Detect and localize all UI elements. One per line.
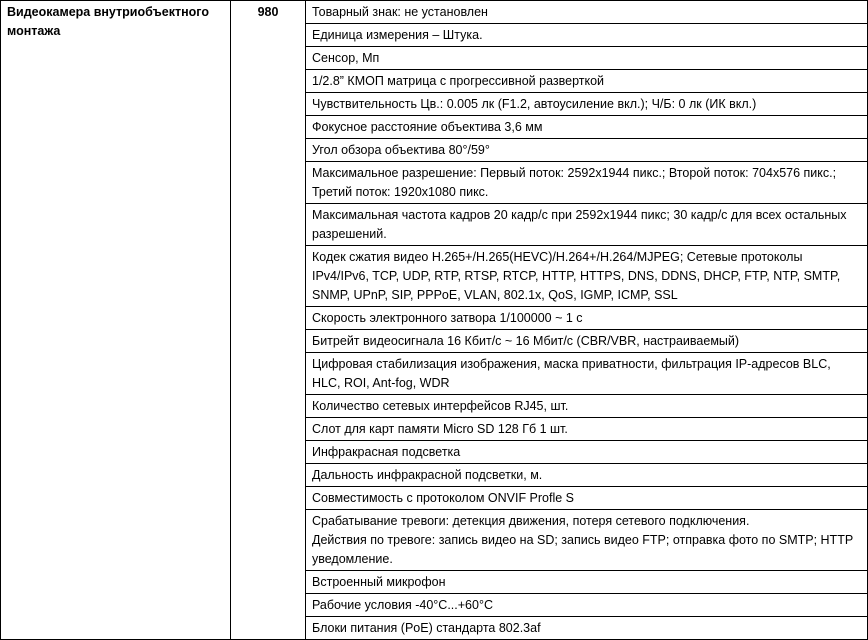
spec-cell <box>306 93 868 116</box>
spec-cell <box>306 330 868 353</box>
spec-cell <box>306 510 868 571</box>
spec-line: Слот для карт памяти Micro SD 128 Гб 1 шт. <box>312 422 568 436</box>
spec-line: 1/2.8” КМОП матрица с прогрессивной разверткой <box>312 74 605 88</box>
spec-cell <box>306 464 868 487</box>
spec-line: Максимальное разрешение: Первый поток: 2592x1944 пикс.; Второй поток: 704x576 пикс.; Третий поток: 1920x1080 пикс. <box>312 166 837 199</box>
spec-cell <box>306 139 868 162</box>
spec-line: Инфракрасная подсветка <box>312 445 461 459</box>
spec-line: Товарный знак: не установлен <box>312 5 488 19</box>
spec-line: Битрейт видеосигнала 16 Кбит/с ~ 16 Мбит/с (CBR/VBR, настраиваемый) <box>312 334 740 348</box>
spec-cell <box>306 441 868 464</box>
spec-line: Угол обзора объектива 80°/59° <box>312 143 490 157</box>
spec-cell <box>306 116 868 139</box>
spec-line: Цифровая стабилизация изображения, маска приватности, фильтрация IP-адресов BLC, HLC, ROI, Ant-fog, WDR <box>312 357 831 390</box>
spec-line: Фокусное расстояние объектива 3,6 мм <box>312 120 543 134</box>
spec-cell <box>306 1 868 24</box>
spec-cell <box>306 418 868 441</box>
spec-cell <box>306 571 868 594</box>
spec-cell <box>306 353 868 395</box>
spec-cell <box>306 617 868 640</box>
product-quantity-cell: 980 <box>231 1 306 640</box>
spec-cell <box>306 594 868 617</box>
spec-cell <box>306 24 868 47</box>
spec-line: Совместимость с протоколом ONVIF Profle S <box>312 491 575 505</box>
spec-cell <box>306 487 868 510</box>
spec-line: Единица измерения – Штука. <box>312 28 483 42</box>
spec-line: Максимальная частота кадров 20 кадр/с при 2592x1944 пикс; 30 кадр/с для всех остальных разрешений. <box>312 208 847 241</box>
product-name-cell: Видеокамера внутриобъектного монтажа <box>1 1 231 640</box>
spec-cell <box>306 70 868 93</box>
spec-line: Дальность инфракрасной подсветки, м. <box>312 468 543 482</box>
spec-cell <box>306 162 868 204</box>
spec-cell <box>306 47 868 70</box>
spec-cell <box>306 307 868 330</box>
spec-cell <box>306 246 868 307</box>
spec-cell <box>306 395 868 418</box>
spec-cell <box>306 204 868 246</box>
spec-line: Чувствительность Цв.: 0.005 лк (F1.2, автоусиление вкл.); Ч/Б: 0 лк (ИК вкл.) <box>312 97 757 111</box>
spec-line: Количество сетевых интерфейсов RJ45, шт. <box>312 399 569 413</box>
spec-line: Встроенный микрофон <box>312 575 446 589</box>
spec-line: Блоки питания (PoE) стандарта 802.3af <box>312 621 541 635</box>
spec-line: Скорость электронного затвора 1/100000 ~ 1 с <box>312 311 583 325</box>
table-row <box>1 1 868 24</box>
spec-line: Рабочие условия -40°C...+60°C <box>312 598 493 612</box>
spec-line: Действия по тревоге: запись видео на SD; запись видео FTP; отправка фото по SMTP; HTTP уведомление. <box>312 533 853 566</box>
spec-line: Кодек сжатия видео H.265+/H.265(HEVC)/H.264+/H.264/MJPEG; Сетевые протоколы IPv4/IPv6, TCP, UDP, RTP, RTSP, RTCP, HTTP, HTTPS, DNS, DDNS, DHCP, FTP, NTP, SMTP, SNMP, UPnP, SIP, PPPoE, VLAN, 802.1x, QoS, IGMP, ICMP, SSL <box>312 250 841 302</box>
spec-table-body <box>1 1 868 640</box>
spec-line: Срабатывание тревоги: детекция движения, потеря сетевого подключения. <box>312 514 750 528</box>
spec-line: Сенсор, Мп <box>312 51 380 65</box>
